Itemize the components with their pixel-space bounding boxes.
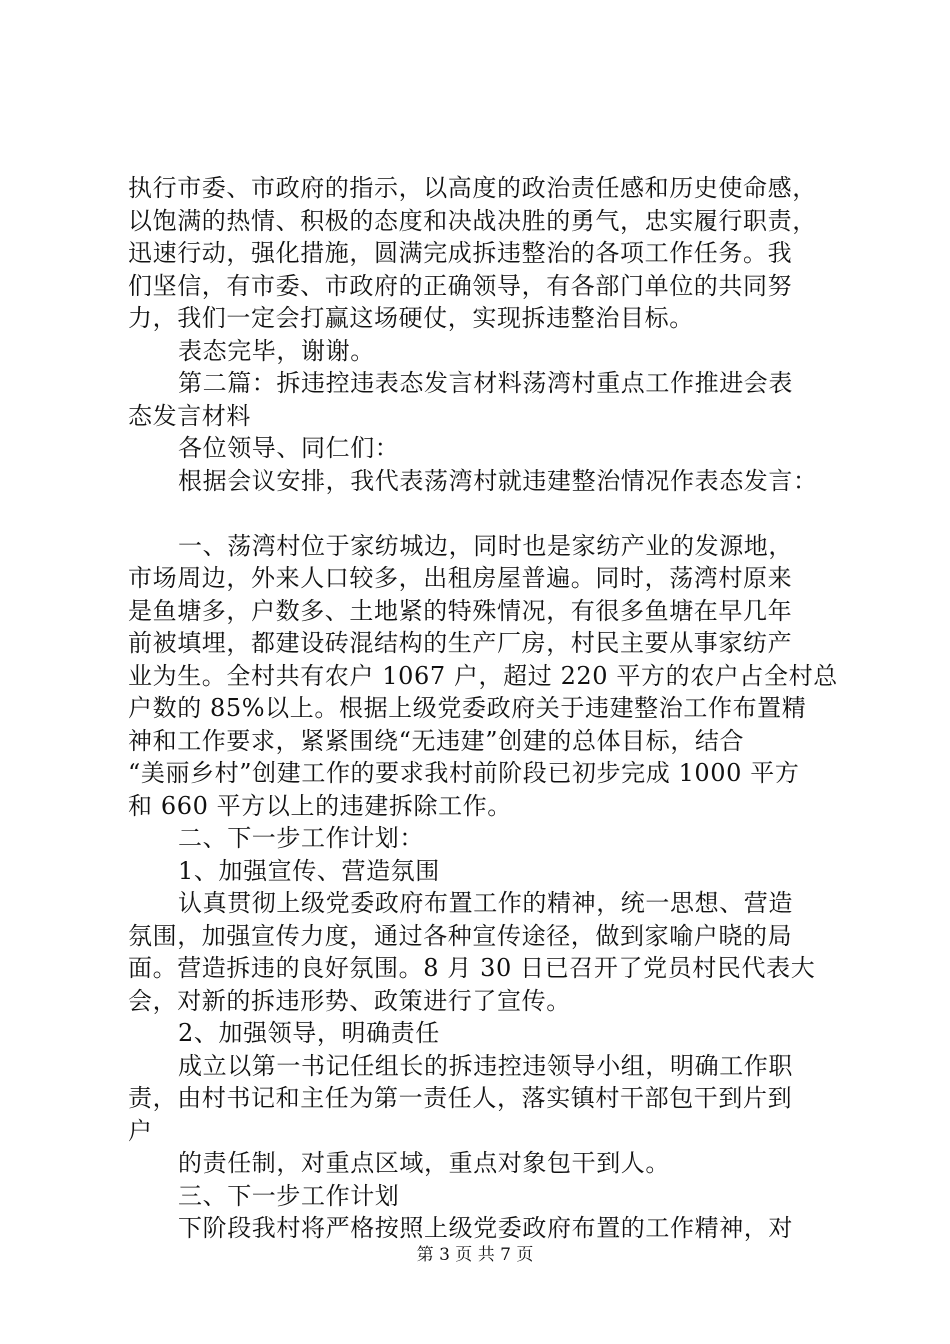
- text-line: 态发言材料: [128, 401, 251, 430]
- text-line: 第二篇：拆违控违表态发言材料荡湾村重点工作推进会表: [178, 369, 793, 397]
- text-line: 前被填埋，都建设砖混结构的生产厂房，村民主要从事家纺产: [128, 629, 793, 657]
- text-line: 面。营造拆违的良好氛围。8 月 30 日已召开了党员村民代表大: [128, 954, 816, 982]
- text-line: 和 660 平方以上的违建拆除工作。: [128, 791, 512, 820]
- text-line: 们坚信，有市委、市政府的正确领导，有各部门单位的共同努: [128, 271, 793, 300]
- text-line: 认真贯彻上级党委政府布置工作的精神，统一思想、营造: [178, 889, 793, 917]
- text-line: 1、加强宣传、营造氛围: [178, 856, 440, 885]
- text-line: 2、加强领导，明确责任: [178, 1019, 440, 1047]
- text-line: “美丽乡村”创建工作的要求我村前阶段已初步完成 1000 平方: [128, 759, 800, 787]
- text-line: 成立以第一书记任组长的拆违控违领导小组，明确工作职: [178, 1051, 793, 1080]
- text-line: 力，我们一定会打赢这场硬仗，实现拆违整治目标。: [128, 304, 694, 332]
- text-line: 一、荡湾村位于家纺城边，同时也是家纺产业的发源地，: [178, 531, 793, 560]
- text-line: 的责任制，对重点区域，重点对象包干到人。: [178, 1149, 670, 1177]
- text-line: 下阶段我村将严格按照上级党委政府布置的工作精神，对: [178, 1214, 793, 1242]
- text-line: 根据会议安排，我代表荡湾村就违建整治情况作表态发言：: [178, 466, 818, 495]
- text-line: 户: [128, 1116, 153, 1145]
- text-line: 市场周边，外来人口较多，出租房屋普遍。同时，荡湾村原来: [128, 564, 793, 592]
- text-line: 各位领导、同仁们：: [178, 434, 400, 462]
- text-line: 业为生。全村共有农户 1067 户，超过 220 平方的农户占全村总: [128, 661, 838, 690]
- text-line: 迅速行动，强化措施，圆满完成拆违整治的各项工作任务。我: [128, 239, 793, 267]
- text-line: 二、下一步工作计划：: [178, 824, 424, 852]
- text-line: 以饱满的热情、积极的态度和决战决胜的勇气，忠实履行职责，: [128, 206, 817, 235]
- blank-line: [128, 497, 848, 530]
- text-line: 会，对新的拆违形势、政策进行了宣传。: [128, 986, 571, 1015]
- text-line: 神和工作要求，紧紧围绕“无违建”创建的总体目标，结合: [128, 726, 745, 755]
- text-line: 户数的 85%以上。根据上级党委政府关于违建整治工作布置精: [128, 694, 807, 722]
- text-line: 三、下一步工作计划: [178, 1181, 400, 1210]
- text-line: 表态完毕，谢谢。: [178, 336, 375, 365]
- document-body: [128, 172, 848, 1245]
- page-footer: 第 3 页 共 7 页: [416, 1245, 534, 1265]
- text-line: 执行市委、市政府的指示，以高度的政治责任感和历史使命感，: [128, 174, 817, 202]
- text-line: 氛围，加强宣传力度，通过各种宣传途径，做到家喻户晓的局: [128, 921, 793, 950]
- text-line: 是鱼塘多，户数多、土地紧的特殊情况，有很多鱼塘在早几年: [128, 596, 793, 625]
- text-line: 责，由村书记和主任为第一责任人，落实镇村干部包干到片到: [128, 1084, 793, 1112]
